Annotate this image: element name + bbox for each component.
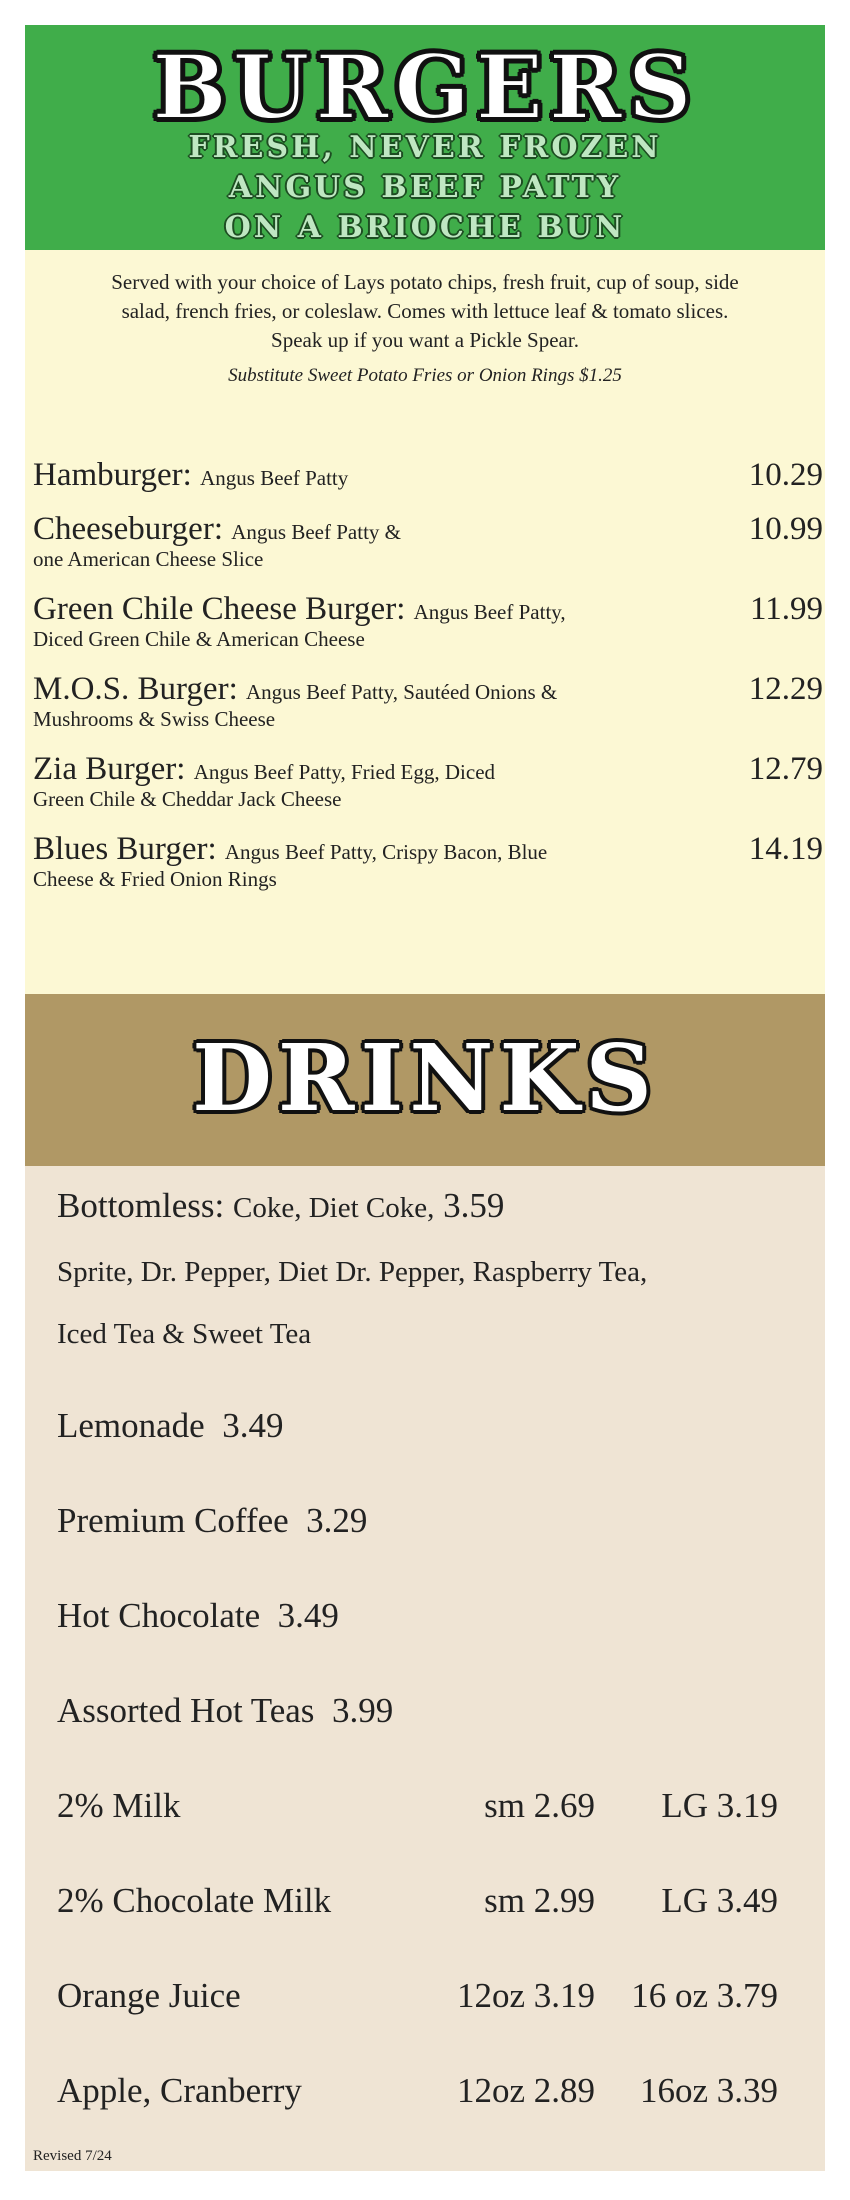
drinks-header xyxy=(25,994,825,1166)
served-with-text xyxy=(45,268,805,355)
burgers-title: BURGERS xyxy=(152,35,698,139)
drink-price: 3.49 xyxy=(222,1406,284,1445)
drink-name: 2% Chocolate Milk xyxy=(57,1881,332,1920)
drink-desc-line2: Sprite, Dr. Pepper, Diet Dr. Pepper, Raspberry Tea, xyxy=(57,1256,648,1288)
drink-price: 3.99 xyxy=(331,1691,394,1730)
burgers-header xyxy=(25,25,825,250)
served-line: salad, french fries, or coleslaw. Comes with lettuce leaf & tomato slices. xyxy=(121,299,729,323)
drink-name: Assorted Hot Teas xyxy=(57,1691,315,1730)
burgers-section xyxy=(25,250,825,994)
menu-item-green-chile-cheese-burger xyxy=(33,592,823,652)
drink-name: Orange Juice xyxy=(57,1976,241,2015)
drink-hot-chocolate xyxy=(57,1596,339,1636)
item-price: 12.79 xyxy=(748,751,823,787)
drink-bottomless xyxy=(57,1186,504,1228)
drink-price-large: 16oz 3.39 xyxy=(639,2071,778,2110)
drink-price: 3.49 xyxy=(277,1596,339,1635)
drink-desc-line3: Iced Tea & Sweet Tea xyxy=(57,1318,312,1350)
menu-sheet xyxy=(25,25,825,2171)
item-desc-line2: Diced Green Chile & American Cheese xyxy=(33,627,365,651)
drink-name: Premium Coffee xyxy=(57,1501,289,1540)
item-price: 12.29 xyxy=(748,671,823,707)
substitute-note: Substitute Sweet Potato Fries or Onion Rings $1.25 xyxy=(228,365,622,386)
menu-item-cheeseburger xyxy=(33,512,823,572)
drink-name: Hot Chocolate xyxy=(57,1596,261,1635)
subtitle-line: ON A BRIOCHE BUN xyxy=(224,210,626,245)
burgers-subtitle xyxy=(25,128,825,248)
menu-item-zia-burger xyxy=(33,752,823,812)
drink-price-small: 12oz 2.89 xyxy=(456,2071,595,2110)
drink-name: Bottomless: xyxy=(57,1186,225,1225)
item-price: 11.99 xyxy=(749,591,823,627)
item-desc-line2: Mushrooms & Swiss Cheese xyxy=(33,707,276,731)
drink-apple-cranberry xyxy=(57,2071,302,2111)
drink-price-small: 12oz 3.19 xyxy=(456,1976,595,2015)
revised-date: Revised 7/24 xyxy=(33,2148,112,2164)
drinks-title: DRINKS xyxy=(192,1024,658,1132)
drink-orange-juice xyxy=(57,1976,241,2016)
item-desc: Angus Beef Patty, Fried Egg, Diced xyxy=(193,760,496,784)
drink-price-large: LG 3.19 xyxy=(661,1786,778,1825)
subtitle-line: FRESH, NEVER FROZEN xyxy=(188,130,662,165)
drink-name: Apple, Cranberry xyxy=(57,2071,302,2110)
item-desc-line2: Green Chile & Cheddar Jack Cheese xyxy=(33,787,342,811)
drink-2-chocolate-milk xyxy=(57,1881,331,1921)
item-desc-line2: Cheese & Fried Onion Rings xyxy=(33,867,277,891)
menu-item-mos-burger xyxy=(33,672,823,732)
item-desc-line2: one American Cheese Slice xyxy=(33,547,264,571)
drink-price: 3.29 xyxy=(306,1501,368,1540)
drink-name: 2% Milk xyxy=(57,1786,181,1825)
drink-name: Lemonade xyxy=(57,1406,205,1445)
item-desc: Angus Beef Patty xyxy=(200,466,349,490)
item-name: M.O.S. Burger: xyxy=(33,671,238,707)
menu-item-hamburger xyxy=(33,458,823,492)
item-price: 10.99 xyxy=(748,511,823,547)
drink-price: 3.59 xyxy=(443,1186,505,1225)
item-name: Zia Burger: xyxy=(33,751,186,787)
drink-desc: Coke, Diet Coke, xyxy=(233,1192,435,1224)
drink-lemonade xyxy=(57,1406,283,1446)
drinks-section xyxy=(25,1166,825,2171)
drink-price-small: sm 2.99 xyxy=(484,1881,595,1920)
item-desc: Angus Beef Patty, Sautéed Onions & xyxy=(246,680,558,704)
item-name: Green Chile Cheese Burger: xyxy=(33,591,406,627)
item-desc: Angus Beef Patty & xyxy=(231,520,401,544)
served-line: Served with your choice of Lays potato chips, fresh fruit, cup of soup, side xyxy=(111,270,739,294)
drink-price-large: LG 3.49 xyxy=(661,1881,778,1920)
item-name: Cheeseburger: xyxy=(33,511,223,547)
drink-assorted-hot-teas xyxy=(57,1691,393,1731)
drink-2-milk xyxy=(57,1786,180,1826)
drink-price-large: 16 oz 3.79 xyxy=(631,1976,778,2015)
item-desc: Angus Beef Patty, xyxy=(413,600,566,624)
drink-premium-coffee xyxy=(57,1501,367,1541)
served-line: Speak up if you want a Pickle Spear. xyxy=(271,328,579,352)
subtitle-line: ANGUS BEEF PATTY xyxy=(228,170,622,205)
item-desc: Angus Beef Patty, Crispy Bacon, Blue xyxy=(224,840,548,864)
item-name: Hamburger: xyxy=(33,457,192,493)
item-name: Blues Burger: xyxy=(33,831,217,867)
menu-item-blues-burger xyxy=(33,832,823,892)
drink-price-small: sm 2.69 xyxy=(484,1786,595,1825)
item-price: 14.19 xyxy=(748,831,823,867)
item-price: 10.29 xyxy=(748,457,823,493)
